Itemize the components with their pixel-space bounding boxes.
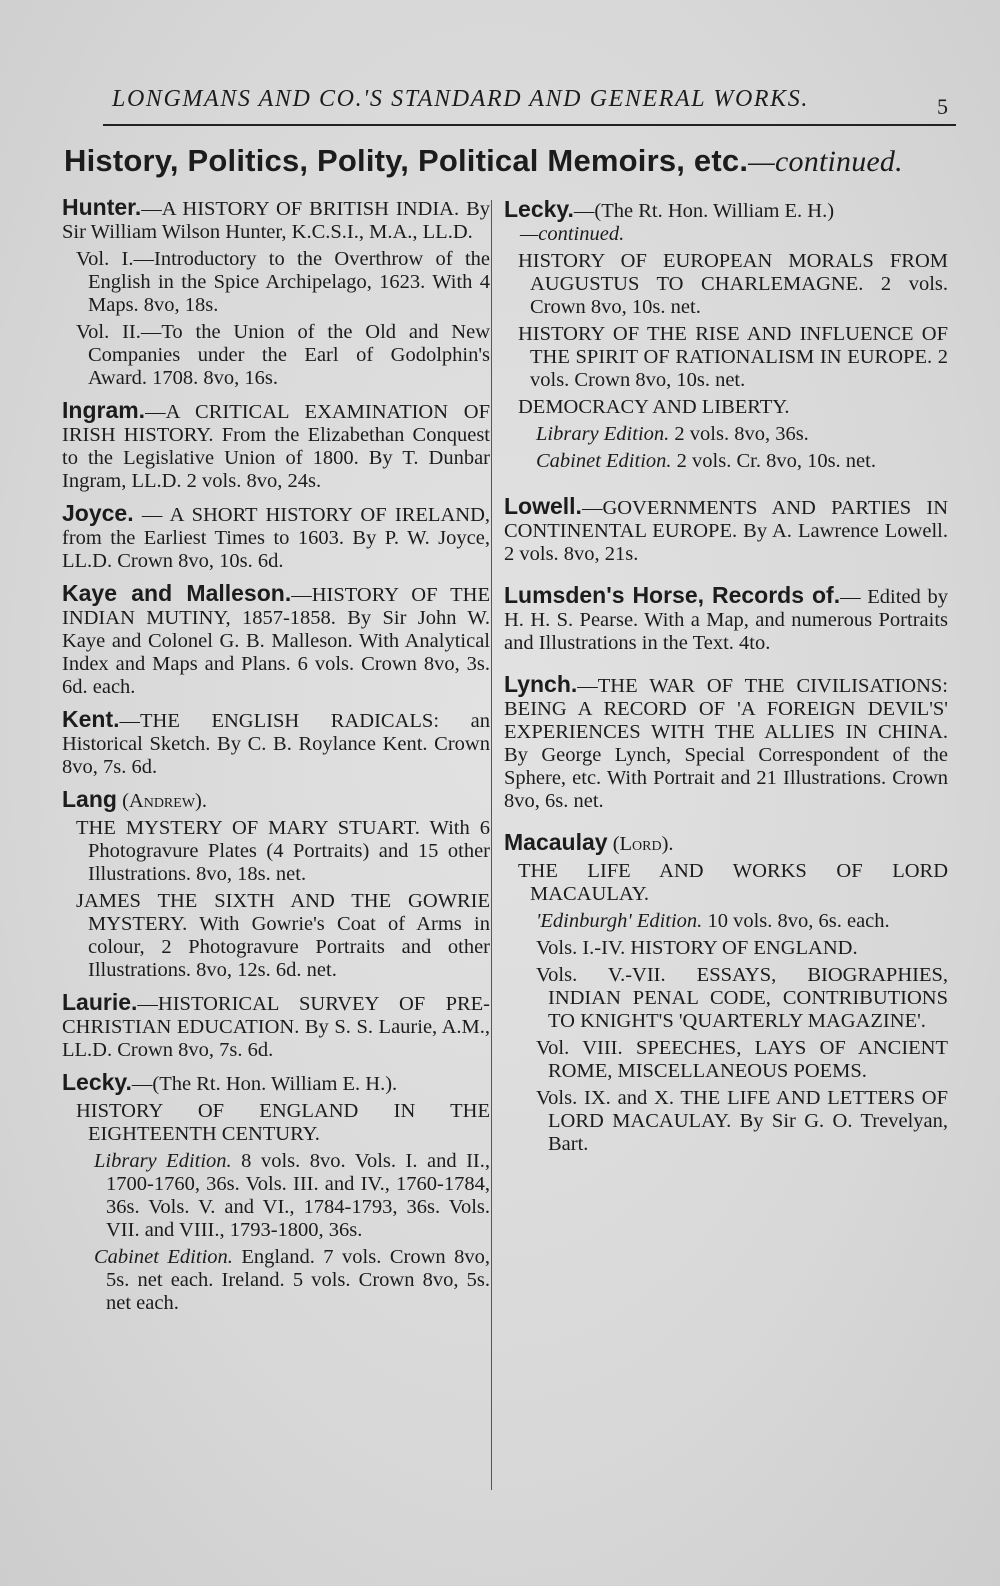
page-number: 5 [937,94,948,119]
entry-head: Kaye and Malleson. [62,580,292,606]
edition-label: Cabinet Edition. [536,450,672,472]
entry-volumes: Vols. I.-IV. HISTORY OF ENGLAND. [536,937,858,959]
entry-head: Lecky. [504,196,574,222]
entry-text: —HISTORY OF THE INDIAN MUTINY, 1857-1858. By Sir John W. Kaye and Colonel G. B. Malleson. With Analytical Index and Maps and Plans. 6 vols. Crown 8vo, 3s. 6d. each. [62,584,490,698]
entry-head: Lowell. [504,493,582,519]
edition-text: 2 vols. Cr. 8vo, 10s. net. [671,450,876,472]
edition-label: Library Edition. [94,1150,232,1172]
entry-text: —A CRITICAL EXAMINATION OF IRISH HISTORY. From the Elizabethan Conquest to the Legislative Union of 1800. By T. Dunbar Ingram, LL.D. 2 vols. 8vo, 24s. [62,401,490,492]
edition-text: England. 7 vols. Crown 8vo, 5s. net each. Ireland. 5 vols. Crown 8vo, 5s. net each. [106,1246,490,1314]
entry-kent [62,708,490,779]
entry-volumes: Vol. VIII. SPEECHES, LAYS OF ANCIENT ROME, MISCELLANEOUS POEMS. [536,1037,948,1082]
entry-author: —(The Rt. Hon. William E. H.) [573,200,835,222]
edition-text: 10 vols. 8vo, 6s. each. [702,910,890,932]
entry-lowell [504,495,948,566]
section-continued: —continued. [748,145,903,178]
right-column [504,198,948,1165]
entry-head: Ingram. [62,397,146,423]
entry-book: HISTORY OF THE RISE AND INFLUENCE OF THE SPIRIT OF RATIONALISM IN EUROPE. 2 vols. Crown 8vo, 10s. net. [518,323,948,391]
entry-head: Lumsden's Horse, Records of. [504,582,841,608]
entry-laurie [62,991,490,1062]
entry-kaye [62,582,490,699]
left-column [62,196,490,1324]
entry-lang [62,788,490,982]
entry-lecky-continued [504,198,948,473]
entry-book: THE MYSTERY OF MARY STUART. With 6 Photogravure Plates (4 Portraits) and 15 other Illustrations. 8vo, 18s. net. [76,817,490,885]
edition-label: Library Edition. [536,423,670,445]
edition-text: 8 vols. 8vo. Vols. I. and II., 1700-1760, 36s. Vols. III. and IV., 1760-1784, 36s. Vols. V. and VI., 1784-1793, 36s. Vols. VII. and VIII., 1793-1800, 36s. [106,1150,490,1241]
entry-volume: Vol. I.—Introductory to the Overthrow of the English in the Spice Archipelago, 1623. With 4 Maps. 8vo, 18s. [76,248,490,316]
entry-book: HISTORY OF ENGLAND IN THE EIGHTEENTH CENTURY. [76,1100,490,1145]
entry-ingram [62,399,490,493]
entry-book: JAMES THE SIXTH AND THE GOWRIE MYSTERY. With Gowrie's Coat of Arms in colour, 2 Photogravure Portraits and other Illustrations. 8vo, 12s. 6d. net. [76,890,490,981]
header-rule [103,124,956,126]
entry-text: —THE ENGLISH RADICALS: an Historical Sketch. By C. B. Roylance Kent. Crown 8vo, 7s. 6d. [62,710,490,778]
entry-head: Lang [62,786,117,812]
entry-author: —(The Rt. Hon. William E. H.). [131,1073,398,1095]
column-divider [491,200,492,1490]
entry-lynch [504,673,948,813]
entry-author: (Lord). [607,833,674,855]
entry-text: —GOVERNMENTS AND PARTIES IN CONTINENTAL EUROPE. By A. Lawrence Lowell. 2 vols. 8vo, 21s. [504,497,948,565]
edition-label: Cabinet Edition. [94,1246,233,1268]
entry-text: —A HISTORY OF BRITISH INDIA. By Sir William Wilson Hunter, K.C.S.I., M.A., LL.D. [62,198,490,243]
section-heading [64,143,964,179]
entry-continued: —continued. [520,223,625,245]
entry-joyce [62,502,490,573]
entry-text: — Edited by H. H. S. Pearse. With a Map, and numerous Portraits and Illustrations in the Text. 4to. [504,586,948,654]
entry-book: DEMOCRACY AND LIBERTY. [518,396,790,418]
entry-lecky [62,1071,490,1315]
entry-head: Lecky. [62,1069,132,1095]
entry-volumes: Vols. V.-VII. ESSAYS, BIOGRAPHIES, INDIAN PENAL CODE, CONTRIBUTIONS TO KNIGHT'S 'QUARTERLY MAGAZINE'. [536,964,948,1032]
entry-head: Kent. [62,706,120,732]
section-title: History, Politics, Polity, Political Memoirs, etc. [64,143,749,178]
entry-head: Laurie. [62,989,138,1015]
entry-text: —THE WAR OF THE CIVILISATIONS: BEING A RECORD OF 'A FOREIGN DEVIL'S' EXPERIENCES WITH THE ALLIES IN CHINA. By George Lynch, Special Correspondent of the Sphere, etc. With Portrait and 21 Illustrations. Crown 8vo, 6s. net. [504,675,948,812]
edition-label: 'Edinburgh' Edition. [536,910,703,932]
entry-lumsden [504,584,948,655]
entry-head: Hunter. [62,194,142,220]
entry-head: Joyce. [62,500,134,526]
entry-macaulay [504,831,948,1156]
entry-hunter [62,196,490,390]
entry-volume: Vol. II.—To the Union of the Old and New Companies under the Earl of Godolphin's Award. 1708. 8vo, 16s. [76,321,490,389]
entry-text: — A SHORT HISTORY OF IRELAND, from the Earliest Times to 1603. By P. W. Joyce, LL.D. Crown 8vo, 10s. 6d. [62,504,490,572]
entry-head: Lynch. [504,671,578,697]
entry-book: HISTORY OF EUROPEAN MORALS FROM AUGUSTUS TO CHARLEMAGNE. 2 vols. Crown 8vo, 10s. net. [518,250,948,318]
edition-text: 2 vols. 8vo, 36s. [669,423,809,445]
running-head: LONGMANS AND CO.'S STANDARD AND GENERAL WORKS. [112,86,809,112]
entry-book: THE LIFE AND WORKS OF LORD MACAULAY. [518,860,948,905]
entry-author: (Andrew). [116,790,207,812]
entry-volumes: Vols. IX. and X. THE LIFE AND LETTERS OF LORD MACAULAY. By Sir G. O. Trevelyan, Bart. [536,1087,948,1155]
entry-head: Macaulay [504,829,608,855]
entry-text: —HISTORICAL SURVEY OF PRE-CHRISTIAN EDUCATION. By S. S. Laurie, A.M., LL.D. Crown 8vo, 7s. 6d. [62,993,490,1061]
